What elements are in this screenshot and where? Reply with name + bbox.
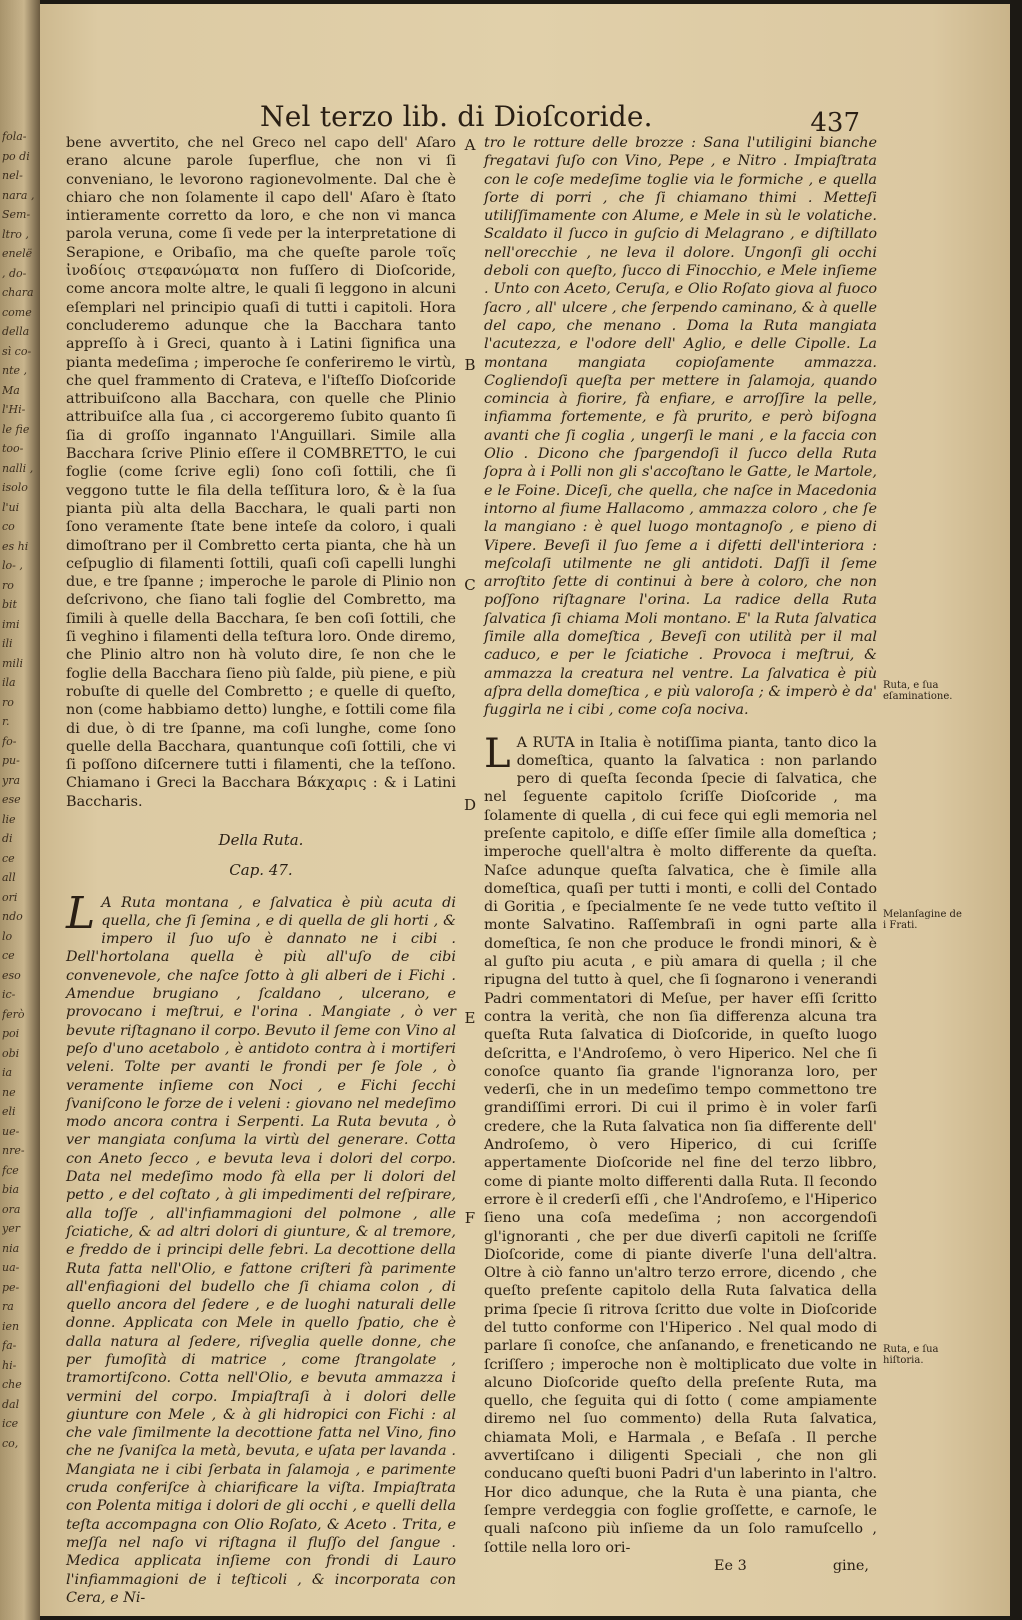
facing-page-fragment: come (2, 305, 32, 319)
facing-page-fragment: ese (2, 793, 21, 806)
margin-note: Ruta, e ſua eſaminatione. (883, 680, 953, 702)
facing-page-fragment: enelë (2, 247, 33, 260)
facing-page-fragment: ien (2, 1319, 20, 1333)
chapter-text (66, 887, 456, 1608)
facing-page-fragment: nalli , (2, 461, 34, 475)
facing-page-fragment: pe- (2, 1280, 20, 1294)
left-commentary-paragraph: bene avvertito, che nel Greco nel capo dell' Aſaro erano alcune parole ſuperflue, che non vi ſi conveniano, le levorono ragionevolmente. Dal che è chiaro che non ſolamente il capo dell' Aſaro è ſtato intieramente corretto da loro, e che non vi manca parola veruna, come ſi vede per la interpretatione di Serapione, e Oribaſio, ma che queſte parole τοῖς ἰνοδίοις στεφανώματα non fuſſero di Dioſcoride, come ancora molte altre, le quali ſi leggono in alcuni eſemplari nel principio quaſi di tutti i capitoli. Hora concluderemo adunque che la Bacchara tanto appreſſo à i Greci, quanto à i Latini ſignifica una pianta medeſima ; imperoche ſe conferiremo le virtù, che quel frammento di Crateva, e l'iſteſſo Dioſcoride attribuiſcono alla Bacchara, con quelle che Plinio attribuiſce alla ſua , ci accorgeremo ſubito quanto ſi ſia di groſſo ingannato l'Anguillari. Simile alla Bacchara ſcrive Plinio eſſere il COMBRETTO, le cui foglie (come ſcrive egli) ſono coſi ſottili, che ſi veggono tutte le fila della teſſitura loro, & è la ſua pianta più alta della Bacchara, le quali parti non ſono veramente ſtate bene inteſe da coloro, i quali dimoſtrano per il Combretto certa pianta, che hà un ceſpuglio di filamenti ſottili, quaſi coſi capelli lunghi due, e tre ſpanne ; imperoche le parole di Plinio non deſcrivono, che ſiano tali foglie del Combretto, ma ſimili à quelle della Bacchara, ſe ben coſi ſottili, che ſi veghino i filamenti della teſtura loro. Onde diremo, che Plinio altro non hà voluto dire, ſe non che le foglie della Bacchara ſieno più ſalde, più piene, e più robuſte di quelle del Combretto ; e quelle di queſto, non (come habbiamo detto) lunghe, e ſottili come fila di due, ò di tre ſpanne, ma coſi lunghe, come ſono quelle della Bacchara, quantunque coſi ſottili, che vi ſi poſſono diſcernere tutti i filamenti, che la teſſono. Chiamano i Greci la Bacchara Βάκχαρις : & i Latini Baccharis. (66, 135, 456, 810)
section-letter-d: D (463, 796, 477, 814)
commentary-paragraph (484, 730, 877, 1557)
facing-page-fragment: nte , (2, 364, 28, 377)
right-chapter-continuation: tro le rotture delle brozze : Sana l'utiligini bianche fregatavi ſuſo con Vino, Pepe , e Nitro . Impiaſtrata con le coſe medeſime toglie via le formiche , e quella ſorte di porri , che ſi chiamano thimi . Metteſi utiliſſimamente con Alume, e Mele in sù le volatiche. Scaldato il ſucco in guſcio di Melagrano , e diſtillato nell'orecchie , ne leva il dolore. Ungonſi gli occhi deboli con queſto, ſucco di Finocchio, e Mele inſieme . Unto con Aceto, Ceruſa, e Olio Roſato giova al fuoco ſacro , all' ulcere , che ſerpendo caminano, & à quelle del capo, che menano . Doma la Ruta mangiata l'acutezza, e l'odore dell' Aglio, e delle Cipolle. La montana mangiata copioſamente ammazza. Cogliendoſi queſta per mettere in ſalamoja, quando comincia à fiorire, fà enfiare, e arroſſire la pelle, infiamma fortemente, e fà prurito, e però biſogna avanti che ſi coglia , ungerſi le mani , e la faccia con Olio . Dicono che ſpargendoſi il ſucco della Ruta ſopra à i Polli non gli s'accoſtano le Gatte, le Martole, e le Foine. Diceſi, che quella, che naſce in Macedonia intorno al fiume Hallacomo , ammazza coloro , che ſe la mangiano : è quel luogo montagnoſo , e pieno di Vipere. Beveſi il ſuo ſeme a i difetti dell'interiora : meſcolaſi utilmente ne gli antidoti. Daſſi il ſeme arroſtito ſette di continui à bere à coloro, che non poſſono riſtagnare l'orina. La radice della Ruta ſalvatica ſi chiama Moli montano. E' la Ruta ſalvatica ſimile alla domeſtica , Beveſi con utilità per il mal caduco, e per le ſciatiche . Provoca i meſtrui, & ammazza la creatura nel ventre. La ſalvatica è più aſpra della domeſtica , e più valoroſa ; & imperò è da' fuggirla ne i cibi , come coſa nociva. (484, 135, 877, 719)
facing-page-fragment: co, (2, 1436, 19, 1450)
commentary-body: A RUTA in Italia è notiſſima pianta, tanto dico la domeſtica, quanto la ſalvatica : non parlando pero di queſta ſeconda ſpecie di ſalvatica, che nel ſeguente capitolo ſcriſſe Dioſcoride , ma ſolamente di quella , di cui fece qui egli memoria nel preſente capitolo, e diſſe eſſer ſimile alla domeſtica ; imperoche quell'altra è molto differente da queſta. Naſce adunque queſta ſalvatica, che è ſimile alla domeſtica, quaſi per tutti i monti, e colli del Contado di Goritia , e ſpecialmente ſe ne vede tutto veſtito il monte Salvatino. Raſſembraſi in ogni parte alla domeſtica, ſe non che produce le frondi minori, & è al guſto piu acuta , e più amara di quella ; il che ripugna del tutto à quel, che ſi ſognarono i venerandi Padri commentatori di Meſue, per haver eſſi ſcritto contra la verità, che non ſia differenza alcuna tra queſta Ruta ſalvatica di Dioſcoride, in queſto luogo deſcritta, e l'Androſemo, ò vero Hiperico. Nel che ſi conoſce quanto ſia grande l'ignoranza loro, per vederſi, che in un medeſimo tempo commettono tre grandiſſimi errori. Di cui il primo è in voler farſi credere, che la Ruta ſalvatica non ſia differente dell' Androſemo, ò vero Hiperico, di cui ſcriſſe appertamente Dioſcoride nel fine del terzo libbro, come di piante molto differenti dalla Ruta. Il ſecondo errore è il crederſi eſſi , che l'Androſemo, e l'Hiperico ſieno una coſa medeſima ; non accorgendoſi gl'ignoranti , che per due diverſi capitoli ne ſcriſſe Dioſcoride, come di piante diverſe l'una dell'altra. Oltre à ciò fanno un'altro terzo errore, dicendo , che queſto preſente capitolo della Ruta ſalvatica della prima ſpecie ſi ritrova ſcritto due volte in Dioſcoride del tutto conforme con l'Hiperico . Nel qual modo di parlare ſi conoſce, che anſanando, e freneticando ne ſcriſſero ; imperoche non è moltiplicato due volte in alcuno Dioſcoride queſto della preſente Ruta, ma quello, che ſeguita qui di ſotto ( come ampiamente diremo nel ſuo commento) della Ruta ſalvatica, chiamata Moli, e Harmala , e Beſaſa . Il perche avvertiſcano i diligenti Speciali , che non gli conducano queſti buoni Padri d'un laberinto in l'altro. Hor dico adunque, che la Ruta è una pianta, che ſempre verdeggia con foglie groſſette, e carnoſe, le quali naſcono più inſieme da un ſolo ramuſcello , ſottile nella loro ori- (484, 734, 877, 1556)
facing-page-fragment: fa- (2, 1339, 17, 1352)
facing-page-fragment: le fie (2, 422, 30, 436)
facing-page-fragment: fce (2, 1163, 19, 1177)
section-letter-f: F (464, 1209, 476, 1227)
facing-page-fragment: ce (2, 949, 15, 962)
facing-page-fragment: hi- (2, 1358, 17, 1372)
facing-page-fragment: ce (2, 851, 15, 865)
facing-page-fragment: ro (2, 578, 14, 592)
facing-page-fragment: ic- (2, 988, 16, 1001)
facing-page-fragment: l'Hi- (2, 403, 26, 416)
chapter-body: A Ruta montana , e ſalvatica è più acuta di quella, che ſi ſemina , e di quella de gli horti , & impero il ſuo uſo è dannato ne i cibi . Dell'hortolana quella è più all'uſo de cibi convenevole, che naſce ſotto à gli alberi de i Fichi . Amendue brugiano , ſcaldano , ulcerano, e provocano i meſtrui, e l'orina . Mangiate , ò ver bevute riſtagnano il corpo. Bevuto il ſeme con Vino al peſo d'uno acetabolo , è antidoto contra à i mortiferi veleni. Tolte per avanti le frondi per ſe ſole , ò veramente inſieme con Noci , e Fichi ſecchi ſvaniſcono le forze de i veleni : giovano nel medeſimo modo ancora contra i Serpenti. La Ruta bevuta , ò ver mangiata conſuma la virtù del generare. Cotta con Aneto ſecco , e bevuta leva i dolori del corpo. Data nel medeſimo modo fà ella per li dolori del petto , e del coſtato , à gli impedimenti del reſpirare, alla toſſe , all'infiammagioni del polmone , alle ſciatiche, & ad altri dolori di giunture, & al tremore, e freddo de i principi delle febri. La decottione della Ruta fatta nell'Olio, e fattone criſteri fà parimente all'enfiagioni del budello che ſi chiama colon , di quello ancora del ſedere , e de luoghi naturali delle donne. Applicata con Mele in quello ſpatio, che è dalla natura al ſedere, riſveglia quelle donne, che per fumoſità di matrice , come ſtrangolate , tramortiſcono. Cotta nell'Olio, e bevuta ammazza i vermini del corpo. Impiaſtraſi à i dolori delle giunture con Mele , & à gli hidropici con Fichi : al che vale ſimilmente la decottione fatta nel Vino, fino che ne ſvaniſca la metà, bevuta, e uſata per lavanda . Mangiata ne i cibi ſerbata in ſalamoja , e parimente cruda conferiſce à chiarificare la viſta. Impiaſtrata con Polenta mitiga i dolori de gli occhi , e quelli della teſta accompagna con Olio Roſato, & Aceto . Trita, e meſſa nel naſo vi riſtagna il fluſſo del ſangue . Medica applicata inſieme con frondi di Lauro l'infiammagioni de i teſticoli , & incorporata con Cera, e Ni- (66, 894, 456, 1606)
facing-page-fragment: eso (2, 968, 21, 982)
margin-note: Melanſagine de i Frati. (883, 909, 962, 931)
facing-page-fragment: eli (2, 1105, 16, 1118)
section-letter-b: B (464, 356, 476, 374)
facing-page-fragment: , do- (2, 266, 27, 280)
facing-page-fragment: r. (2, 715, 10, 728)
facing-page-fragment: too- (2, 442, 24, 455)
facing-page-edge (0, 0, 40, 1620)
facing-page-fragment: co (2, 520, 15, 533)
facing-page-fragment: bia (2, 1183, 20, 1196)
chapter-heading: Della Ruta. (218, 830, 304, 849)
right-column (484, 134, 877, 1575)
chapter-number: Cap. 47. (229, 861, 293, 880)
section-letter-a: A (464, 136, 476, 154)
facing-page-fragment: nia (2, 1241, 20, 1255)
facing-page-fragment: ua- (2, 1261, 20, 1274)
facing-page-fragment: fo- (2, 734, 17, 748)
facing-page-fragment: nre- (2, 1144, 25, 1157)
facing-page-fragment: lo (2, 929, 13, 943)
facing-page-fragment: chara (2, 286, 34, 299)
facing-page-fragment: della (2, 325, 30, 338)
facing-page-fragment: yra (2, 773, 21, 787)
facing-page-fragment: dal (2, 1397, 20, 1411)
facing-page-fragment: ra (2, 1300, 14, 1313)
facing-page-fragment: nel- (2, 169, 23, 182)
facing-page-fragment: ltro , (2, 227, 29, 241)
facing-page-fragment: poi (2, 1027, 20, 1040)
page-number: 437 (810, 108, 860, 138)
running-title: Nel terzo lib. di Dioſcoride. (260, 100, 653, 133)
facing-page-fragment: che (2, 1378, 22, 1391)
drop-capital: L (66, 887, 96, 939)
facing-page-fragment: yer (2, 1222, 20, 1235)
facing-page-fragment: Ma (2, 383, 20, 397)
facing-page-fragment: pu- (2, 754, 20, 767)
section-letter-e: E (464, 1009, 476, 1027)
facing-page-fragment: sì co- (2, 344, 32, 358)
facing-page-fragment: Sem- (2, 208, 31, 221)
facing-page-fragment: ue- (2, 1124, 20, 1138)
facing-page-fragment: ndo (2, 910, 23, 923)
facing-page-fragment: ori (2, 890, 18, 904)
section-letter-c: C (464, 576, 476, 594)
facing-page-fragment: bit (2, 598, 17, 611)
facing-page-fragment: l'ui (2, 500, 20, 514)
facing-page-fragment: di (2, 832, 13, 845)
book-page (40, 4, 1010, 1616)
facing-page-fragment: ice (2, 1417, 19, 1430)
signature-mark: Ee 3 (714, 1557, 747, 1574)
facing-page-fragment: ora (2, 1202, 21, 1216)
facing-page-fragment: ro (2, 695, 14, 709)
facing-page-fragment: ferò (2, 1007, 25, 1021)
facing-page-fragment: isolo (2, 481, 28, 494)
facing-page-fragment: ili (2, 637, 13, 650)
signature-line (484, 1557, 877, 1575)
facing-page-fragment: ia (2, 1066, 13, 1079)
margin-note: Ruta, e ſua hiſtoria. (883, 1344, 939, 1366)
facing-page-fragment: po di (2, 149, 30, 163)
facing-page-fragment: all (2, 871, 16, 884)
facing-page-fragment: lo- , (2, 559, 23, 572)
catchword: gine, (832, 1557, 869, 1574)
facing-page-fragment: ila (2, 676, 16, 689)
facing-page-fragment: mili (2, 656, 23, 670)
facing-page-fragment: es hi (2, 539, 29, 553)
facing-page-fragment: imi (2, 617, 20, 631)
facing-page-fragment: lie (2, 812, 16, 826)
facing-page-fragment: nara , (2, 188, 35, 202)
drop-capital-commentary: L (484, 730, 511, 777)
left-column (66, 134, 456, 1607)
facing-page-fragment: obi (2, 1046, 20, 1060)
facing-page-fragment: ne (2, 1085, 16, 1099)
facing-page-fragment: fola- (2, 130, 27, 143)
